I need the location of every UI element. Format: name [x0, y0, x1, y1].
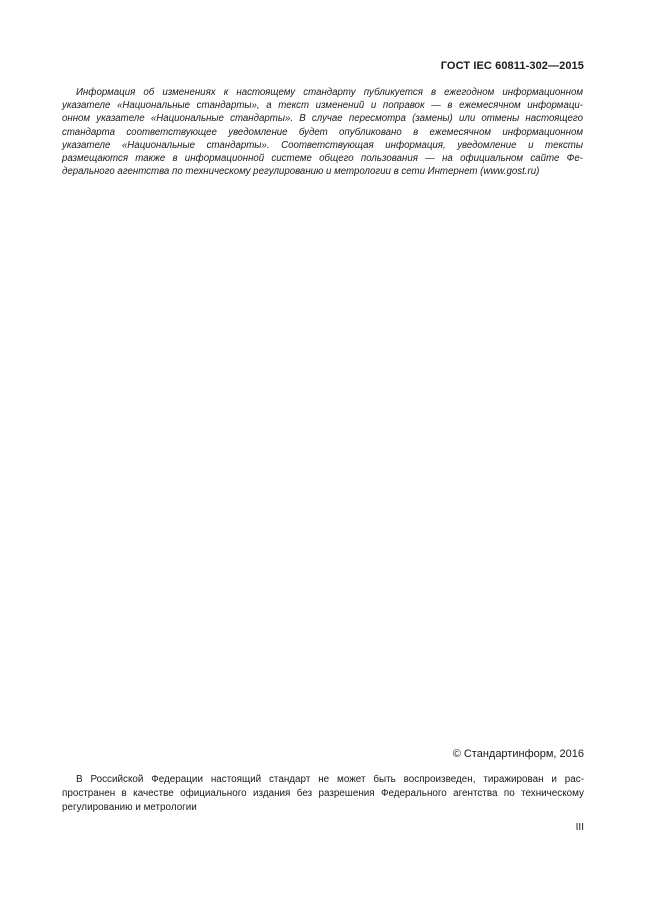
notice-line: указателе «Национальные стандарты». Соответствующая информация, уведомление и тексты: [62, 139, 583, 151]
notice-line: онном указателе «Национальные стандарты». В случае пересмотра (замены) или отмены настоящего: [62, 113, 583, 125]
notice-line: размещаются также в информационной системе общего пользования — на официальном сайте Фе-: [62, 153, 583, 165]
amendments-notice: [62, 86, 583, 178]
notice-line: Информация об изменениях к настоящему стандарту публикуется в ежегодном информационном: [76, 87, 583, 98]
reproduction-restriction: [62, 773, 584, 815]
legal-line: пространен в качестве официального издания без разрешения Федерального агентства по техническому: [62, 788, 584, 799]
notice-line: дерального агентства по техническому регулированию и метрологии в сети Интернет (www.gost.ru): [62, 166, 540, 178]
legal-line: В Российской Федерации настоящий стандарт не может быть воспроизведен, тиражирован и рас-: [76, 774, 584, 785]
legal-line: регулированию и метрологии: [62, 802, 197, 813]
notice-line: указателе «Национальные стандарты», а текст изменений и поправок — в ежемесячном информаци-: [62, 100, 583, 112]
copyright-notice: © Стандартинформ, 2016: [452, 748, 584, 760]
standard-code-header: ГОСТ IEC 60811-302—2015: [440, 60, 584, 72]
notice-line: стандарта соответствующее уведомление будет опубликовано в ежемесячном информационном: [62, 126, 583, 138]
page-number: III: [575, 822, 584, 833]
